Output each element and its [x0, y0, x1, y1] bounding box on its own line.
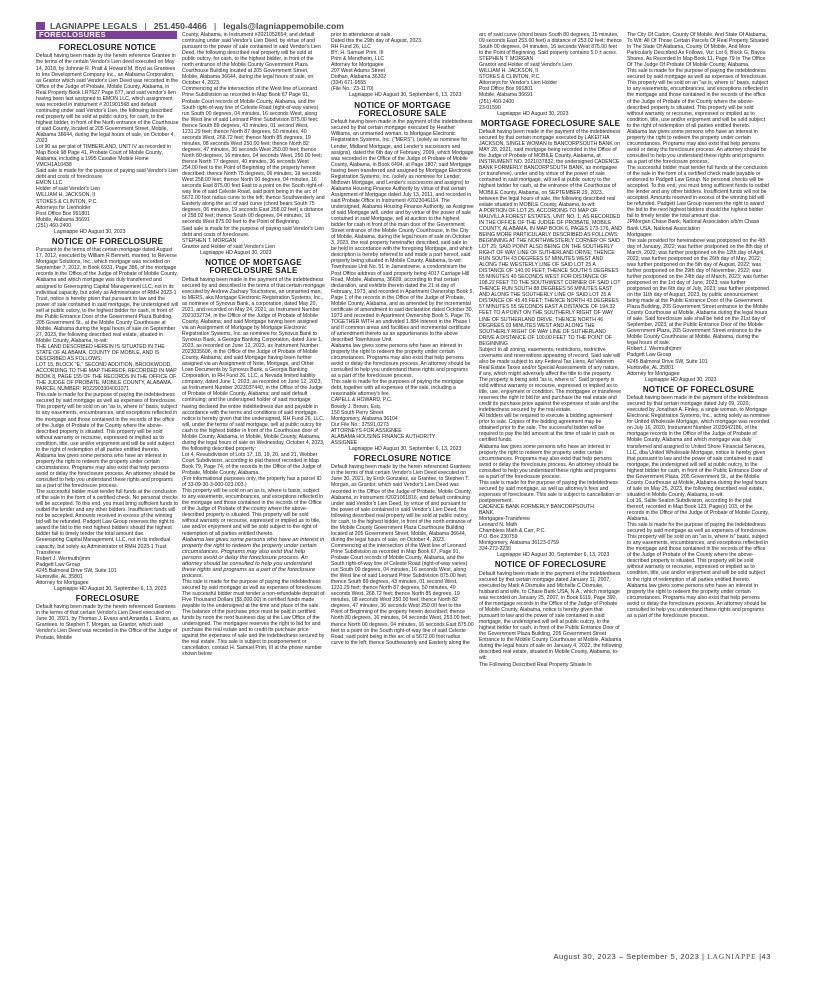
- signature-line: Prim & Mendheim, LLC: [331, 56, 385, 63]
- signature-line: ASSIGNEE: [331, 439, 358, 446]
- notice-paragraph: The successful bidder must tender full funds at the conclusion of the sale in the form of a certified check. No personal checks will be accepted. To this end, you must bring sufficient funds to outbid the lender and any other bidders. Insufficient funds will not be accepted. Amounts received in excess of the winning bid will be refunded. Padgett Law Group reserves the right to award the bid to the next highest bidders should the highest bidder fail to timely tender the total amount due.: [36, 489, 179, 538]
- publication-dates: Lagniappe HD August 30, 2023: [497, 110, 569, 117]
- publication-name: LAGNIAPPE LEGALS: [50, 21, 138, 31]
- notice-heading: MORTGAGE FORECLOSURE SALE: [480, 118, 621, 128]
- notice-paragraph: arc of said curve (chord bears South 80 degrees, 15 minutes, 09 seconds East 253.00 feet) a distance of 253.02 feet; thence South 00 degrees, 04 minutes, 16 seconds West 875.00 feet to the Point of Beginning. Said property contains 5.0 ± acres.: [479, 32, 622, 57]
- notice-heading: FORECLOSURE NOTICE: [353, 453, 452, 463]
- publication-dates: Lagniappe HD August 30, September 6, 13, 2023: [349, 92, 462, 99]
- signature-line: Robert J. Wermuth/jmm: [627, 346, 682, 353]
- notice-paragraph: Default having been made by the herein referenced Grantees in the terms of that certain Vendor's Lien Deed executed on June 30, 2021, by Erick Gonzalez, as Grantee, to Stephen T. Morgan, as Grantor, which said Vendor's Lien Deed was recorded in the Office of the Judge of Probate, Mobile County, Alabama, in Instrument #2021061816; and default continuing under said Vendor's Lien Deed, by virtue of and pursuant to the power of sale contained in said Vendor's Lien Deed, the following described real property will be sold at public outcry, for cash, to the highest bidder, in front of the north entrance of the Mobile County Government Plaza Courthouse Building located at 205 Government Street, Mobile, Alabama 36644, during the legal hours of sale, on October 4, 2023.: [331, 464, 472, 543]
- signature-line: Mobile, Alabama 36691: [479, 92, 533, 99]
- notice-paragraph: Commencing at the intersection of the West line of Leonard Prine Subdivision as recorded in Map Book 67, Page 91, Probate Court records of Mobile County, Alabama, and the South right-of-way line of Celeste Road (right-of-way varies) run South 00 degrees, 04 minutes, 16 seconds West, along the West line of said Leonard Prine Subdivision 875.00 feet; thence South 89 degrees, 43 minutes, 01 second West, 1231.29 feet; thence North 87 degrees, 50 minutes, 40 seconds West, 268.72 feet; thence North 85 degrees, 19 minutes, 08 seconds West 250.00 feet; thence North 82 degrees, 47 minutes, 36 seconds West 250.00 feet to the Point of Beginning of the property herein described; thence North 80 degrees, 16 minutes, 04 seconds West, 253.00 feet; thence North 00 degrees, 04 minutes, 16 seconds East 875.00 feet to a point on the South right-of-way line of said Celeste Road, said point being in the arc of a 5672.00 foot radius curve to the left; thence Southeasterly and Easterly along the: [331, 542, 474, 646]
- notice-paragraph: Default having been made in the payment of the indebtedness secured by that certain mortgage dated January 11, 2007, executed by Mark A Dismuke and Michelle C Dismuke, husband and wife, to Chase Bank USA, N.A., which mortgage was recorded on January 25, 2007, in Book 6119, Page 390, of the mortgage records in the Office of the Judge of Probate of Mobile County, Alabama, notice is hereby given that pursuant to law and the power of sale contained in said mortgage, the undersigned will sell at public outcry, to the highest bidder for cash, in front of the Public Entrance Door of the Government Plaza Building, 205 Government Street Entrance to the Mobile County Courthouse at Mobile, Alabama during the legal hours of sale on January 4, 2022, the following described real estate, situated in Mobile County, Alabama, to-wit:: [479, 570, 622, 662]
- notice-paragraph: Pursuant to the terms of that certain mortgage dated August 17, 2012, executed by William R Bennett, married, to Reverse Mortgage Solutions, Inc., which mortgage was recorded on September 7, 2012, in Book 6931, Page 386, of the mortgage records in the Office of the Judge of Probate of Mobile County, Alabama and which mortgage was duly transferred and assigned to Greenspring Capital Management LLC, not in its individual capacity, but solely as Administrator of RMH 2023-1 Trust, notice is hereby given that pursuant to law and the power of sale contained in said mortgage, the undersigned will sell at public outcry, to the highest bidder for cash, in front of the Public Entrance Door of the Government Plaza Building, 205 Government St., at the Mobile County Courthouse at Mobile, Alabama during the legal hours of sale on September 27, 2023, the following described real estate, situated in Mobile County, Alabama, to-wit:: [36, 247, 179, 344]
- signature-line: Robert J. Wermuth/jmm: [36, 555, 91, 562]
- notice-paragraph: LOT 15, BLOCK "E," SECOND ADDITION, BROOKWOOD, ACCORDING TO THE MAP THEREOF, RECORDED IN MAP BOOK 8, PAGE 155 OF THE RECORDS IN THE OFFICE OF THE JUDGE OF PROBATE, MOBILE COUNTY, ALABAMA. PARCEL NUMBER: R022903304001071: [36, 362, 177, 393]
- column-3: [331, 32, 474, 948]
- signature-line: (251) 460-2400: [36, 222, 72, 229]
- notice-paragraph: This sale is made for the purposes of paying the mortgage debt, together with all expenses of the sale, including a reasonable attorney's fee.: [331, 379, 464, 398]
- notice-paragraph: County, Alabama, in Instrument #2021052654; and default continuing under said Vendor's Lien Deed, by virtue of and pursuant to the power of sale contained in said Vendor's Lien Deed, the following described real property will be sold at public outcry, for cash, to the highest bidder, in front of the north entrance of the Mobile County Government Plaza Courthouse Building located at 205 Government Street, Mobile, Alabama 36644, during the legal hours of sale, on October 4, 2023.: [182, 32, 321, 87]
- signature-line: Chambless Math & Carr, P.C.: [479, 528, 546, 535]
- signature-line: STOKES & CLINTON, P.C.: [479, 74, 541, 81]
- notice-paragraph: The sale provided for hereinabove was postponed on the 4th day of January, 2022; was further postponed on the 8th day of March, 2022; was further postponed on the 12th day of April, 2022; was further postponed on the 26th day of May, 2022; was further postponed on the 5th day of August, 2022; was further postponed on the 29th day of November, 2022; was further postponed on the 24th day of March, 2023; was further postponed on the 1st day of June, 2023; was further postponed on the 6th day of July, 2023; was further postponed on the 11th day of August, 2023, by public announcement being made at the Public Entrance Door of the Government Plaza Building, 205 Government Street entrance to the Mobile County Courthouse at Mobile, Alabama during the legal hours of sale. Said foreclosure sale shall be held on the 21st day of September, 2023, at the Public Entrance Door of the Mobile Government Plaza, 205 Government Street entrance to the Mobile County Courthouse at Mobile, Alabama, during the legal hours of sale.: [627, 237, 769, 347]
- publication-dates: Lagniappe HD August 30, September 6, 13, 2023: [497, 552, 610, 559]
- page-footer: [553, 952, 771, 961]
- signature-line: Mortgagee-Transferee: [479, 516, 530, 523]
- column-5: [627, 32, 770, 948]
- signature-line: Leonard N. Math: [479, 522, 518, 529]
- notice-paragraph: Lot 90 as per plat of TIMBERLAND, UNIT IV as recorded in Map Book 98 Page 41, Probate Court of Mobile County, Alabama, including a 1995 Cavalier Mobile Home VMCH1A10438: [36, 144, 171, 169]
- signature-line: RH Fund 26, LLC: [331, 44, 372, 51]
- notice-paragraph: All bidders will be required to execute a bidding agreement prior to sale. Copies of the bidding agreement may be obtained prior to the sale. The successful bidder will be required to pay the bid amount at the time of sale in cash or certified funds.: [479, 413, 615, 444]
- signature-line: CADENCE BANK FORMERLY BANCORPSOUTH: [479, 503, 594, 510]
- notice-paragraph: Lot 16, Sallie Seaton Subdivision, according to the plat thereof, recorded in Map Book 123, Page(s) 103, of the records in the Office of the Judge of Probate of Mobile County, Alabama.: [627, 497, 769, 523]
- notice-paragraph: Lot 4, Resubdivision of Lots 17, 18, 19, 20, and 21, Webber Court Subdivision, according to plat thereof recorded in Map Book 79, Page 74, of the records in the Office of the Judge of Probate, Mobile County, Alabama.: [182, 451, 322, 477]
- notice-paragraph: Default having been made by the herein referenced Grantees in the terms of that certain Vendor's Lien Deed executed on June 30, 2021, by Thomas J. Evans and Amanda L. Evans, as Grantees, to Stephen T. Morgan, as Grantor, which said Vendor's Lien Deed was recorded in the Office of the Judge of Probate, Mobile: [36, 604, 178, 641]
- publication-dates: Lagniappe HD August 30, September 6, 13, 2023: [349, 445, 462, 452]
- notice-paragraph: This sale is made for the purpose of paying the indebtedness secured by said mortgage, as well as attorney's fees and expenses of foreclosure. This sale is subject to cancellation or postponement.: [479, 479, 621, 504]
- signature-line: BANK,: [479, 510, 495, 517]
- notice-heading: NOTICE OF MORTGAGE FORECLOSURE SALE: [354, 100, 451, 118]
- notice-heading: NOTICE OF FORECLOSURE: [51, 236, 164, 246]
- separator: |: [213, 21, 217, 31]
- notice-paragraph: Default having been made in the payment of the indebtedness secured by that certain mortgage executed by Heather Williams, an unmarried woman, to Mortgage Electronic Registration Systems, Inc. ("MERS"), (solely as nominee for Lender, Midland Mortgage, and Lender's successors and assigns), dated the 6th day of February, 2009, which Mortgage was recorded in the Office of the Judge of Probate of Mobile County, Alabama, in Book 6494, at Page 1807; said Mortgage having been transferred and assigned by Mortgage Electronic Registration Systems, Inc. (solely as nominee for Lender, Midtown Mortgage, and Lender's successors and assigns) to Alabama Housing Finance Authority by virtue of that certain Assignment of Mortgage dated July 13, 2011, and recorded in said Probate Office in Instrument #2023046114. The undersigned, Alabama Housing Finance Authority, as Assignee of said Mortgage will, under and by virtue of the power of sale contained in said Mortgage, sell at auction to the highest bidder for cash in front of the main door of the Government Street entrance of the Mobile County Courthouse, in the City of Mobile, Alabama, during the legal hours of sale on October 3, 2023, the real property hereinafter described, said sale to be held in accordance with the foregoing Mortgage, and which description is hereby referred to and made a part hereof, said property being situated in Mobile County, Alabama, to-wit:: [331, 119, 474, 265]
- signature-line: Padgett Law Group: [36, 561, 81, 568]
- signature-line: Post Office Box 991801: [36, 210, 90, 217]
- signature-line: CAPELL & HOWARD, P.C.: [331, 397, 393, 404]
- page-number: |43: [759, 952, 771, 961]
- signature-line: STEPHEN T. MORGAN: [479, 56, 534, 63]
- notice-heading: FORECLOSURE NOTICE: [58, 43, 157, 52]
- notice-paragraph: Commencing at the intersection of the West line of Leonard Prine Subdivision as recorded in Map Book 67 Page 91, Probate Court records of Mobile County, Alabama, and the South right-of-way line of Celeste Road (right-of-way varies) run South 00 degrees, 04 minutes, 16 seconds West, along the West line of said Leonard Prine Subdivision 875.00 feet; thence South 89 degrees, 43 minutes, 01 second West, 1231.29 feet; thence North 87 degrees, 50 minutes, 40 seconds West, 268.72 feet; thence North 85 degrees, 19 minutes, 08 seconds West 250.00 feet; thence North 82 degrees, 47 minutes, 36 seconds West 250.00 feet; thence North 80 degrees, 16 minutes, 04 seconds West, 250.00 feet; thence North 77 degrees, 40 minutes, 36 seconds West 254.00 feet to the Point of Beginning of the property herein described; thence North 75 degrees, 06 minutes, 19 seconds West 258.00 feet; thence North 00 degrees, 04 minutes, 16 seconds East 875.00 feet East to a point on the South right-of-way line of said Celeste Road, said point being in the arc of 5672.00 foot radius curve to the left; thence Southwesterly and Easterly along the arc of said curve (chord bears South 75 degrees, 06 minutes, 19 seconds East 258.02 feet) a distance of 258.02 feet; thence South 00 degrees, 04 minutes, 16 seconds West 875.00 feet to the Point of Beginning.: [182, 86, 325, 226]
- section-title: FORECLOSURES: [36, 31, 177, 39]
- signature-line: Holder of said Vendor's Lien: [36, 186, 101, 193]
- notice-paragraph: A PORTION OF LOT 25, ACCORDING TO MAP OF MAUVILLA FOREST ESTATES, UNIT NO. 1, AS RECORDED IN THE OFFICE OF THE JUDGE OF PROBATE, MOBILE COUNTY, ALABAMA, IN MAP BOOK 6, PAGES 173-176, AND BEING MORE PARTICULARLY DESCRIBED AS FOLLOWS: BEGINNING AT THE NORTHWESTERLY CORNER OF SAID LOT 25; SAID POINT ALSO BEING ON THE SOUTHERLY RIGHT OF WAY LINE OF SUTHERLAND DRIVE; THENCE RUN SOUTH 43 DEGREES 57 MINUTES WEST AND ALONG THE WESTERLY LINE OF SAID LOT 25 A DISTANCE OF 140.00 FEET; THENCE SOUTH 5 DEGREES 55 MINUTES 40 SECONDS WEST FOR DISTANCE OF 108.22 FEET TO THE SOUTHWEST CORNER OF SAID LOT THENCE RUN SOUTH 88 DEGREES 56 MINUTES EAST AND ALONG THE SOUTHERLY LINE OF SAID LOT 25 A DISTANCE OF 45.45 FEET; THENCE NORTH 43 DEGREES 57 MINUTES 55 SECONDS EAST A DISTANCE OF 194.32 FEET TO A POINT ON THE SOUTHERLY RIGHT OF WAY LINE OF SUTHERLAND DRIVE; THENCE NORTH 46 DEGREES 03 MINUTES WEST AND ALONG THE SOUTHERLY RIGHT OF WAY LINE OF SUTHERLAND DRIVE A DISTANCE OF 100.00 FEET TO THE POINT OF BEGINNING: [479, 207, 622, 347]
- notice-paragraph: Alabama law gives some persons who have an interest in property the right to redeem the property under certain circumstances. Programs may also exist that help persons avoid or delay the foreclosure process. An attorney should be consulted to help you understand these rights and programs as a part of the foreclosure process.: [627, 582, 767, 619]
- notice-paragraph: Subject to all zoning, easements, restrictions, restrictive covenants and reservations appearing of record. Said sale will also be made subject to any Federal Tax Liens, Ad Valorem Real Estate Taxes and/or Special Assessments of any nature, if any, which might adversely affect the title to the property. The property is being sold "as is, where is". Said property is sold without warranty or recourse, expressed or implied as to title, use, enjoyment or condition. The mortgagee or transferee reserves the right to bid for and purchase the real estate and credit its purchase price against the expenses of sale and the indebtedness secured by the real estate.: [479, 346, 621, 414]
- column-4: [479, 32, 622, 948]
- brand-square-icon: [36, 22, 45, 30]
- notice-paragraph: The City Of Cadon, County Of Mobile, And State Of Alabama, To Wit: All Of Those Certain Parcels Of Real Property Situated In The State Of Alabama, County Of Mobile, And More Particularly Described As Follows, Viz: Lot 6, Block G, Bayou Shores, As Recorded In Map Book 11, Page 79 In The Office Of The Judge Of Probate Of Mobile County, Alabama.: [627, 32, 769, 69]
- column-1: [36, 41, 179, 948]
- signature-line: JPMorgan Chase Bank, National Association s/b/m Chase Bank USA, National Association: [627, 219, 760, 232]
- signature-line: BY: H. Samuel Prim, III: [331, 50, 384, 57]
- signature-line: Mobile, Alabama 36691: [36, 216, 90, 223]
- signature-line: Our File No.: 37591.0273: [331, 421, 389, 428]
- notice-paragraph: This property will be sold on an as is, where is basis, subject to any easements, encumbrances, and exceptions reflected in the mortgage and those contained in the records of the Office of the Judge of Probate of the county where the above-described property is situated. This property will be sold without warranty or recourse, expressed or implied as to title, use and/or enjoyment and will be sold subject to the right of redemption of all parties entitled thereto.: [182, 488, 324, 537]
- publication-dates: Lagniappe HD August 30, September 6, 13, 2023: [54, 585, 167, 592]
- separator: |: [701, 952, 705, 961]
- notice-paragraph: Default having been made in the payment of the indebtedness secured by that certain mortgage executed by LAKEITHA JACKSON, SINGLE WOMAN to BANCORPSOUTH BANK on MAY 28, 2021, said mortgage being recorded in the Office of the Judge of Probate of MOBILE County, Alabama, at INSTRUMENT NO. 2021037832, the undersigned CADENCE BANK FORMERLY BANCORPSOUTH BANK, as mortgagee (or transferee), under and by virtue of the power of sale contained in said mortgage, will sell at public outcry to the highest bidder for cash, at the entrance of the Courthouse of MOBILE County, Alabama, on SEPTEMBER 29, 2023, between the legal hours of sale, the following described real estate situated in MOBILE County, Alabama, to-wit:: [479, 129, 621, 208]
- signature-line: Montgomery, Alabama 36104: [331, 415, 398, 422]
- signature-line: 150 South Perry Street: [331, 409, 384, 416]
- notice-paragraph: The successful bidder must tender full funds at the conclusion of the sale in the form of a certified check made payable or endorsed to Padgett Law Group. No personal checks will be accepted. To this end, you must bring sufficient funds to outbid the lender and any other bidders. Insufficient funds will not be accepted. Amounts received in excess of the winning bid will be refunded. Padgett Law Group reserves the right to award the bid to the next highest bidders should the highest bidder fail to timely tender the total amount due.: [627, 165, 769, 220]
- signature-line: WILLIAM H. JACKSON, II: [479, 68, 539, 75]
- signature-line: WILLIAM H. JACKSON, II: [36, 192, 96, 199]
- notice-paragraph: Said sale is made for the purpose of paying said Vendor's Lien debt and costs of foreclosure.: [36, 168, 179, 181]
- signature-line: Montgomery, Alabama 36123-0759: [479, 540, 559, 547]
- notice-paragraph: Alabama law gives some persons who have an interest in property the right to redeem the property under certain circumstances. Programs may also exist that help persons avoid or delay the foreclosure process. An attorney should be consulted to help you understand these rights and programs as a part of the foreclosure process.: [36, 452, 176, 490]
- phone-number: 251.450-4466: [153, 21, 207, 31]
- signature-line: Post Office Box 991801: [479, 86, 533, 93]
- notice-italic-paragraph: Alabama law gives some persons who have an interest in property the right to redeem the property under certain circumstances. Programs may also exist that help persons avoid or delay the foreclosure process. An attorney should be consulted to help you understand these rights and programs as a part of the foreclosure process.: [182, 536, 325, 579]
- signature-line: Attorney for Mortgagee: [627, 370, 680, 377]
- signature-line: prior to attendance at sale.: [331, 32, 392, 38]
- issue-dates: August 30, 2023 – September 5, 2023: [553, 952, 700, 961]
- signature-line: 23-01590: [479, 104, 501, 111]
- notice-paragraph: The Following Described Real Property Situate In: [479, 661, 592, 668]
- notice-paragraph: This sale is made for the purpose of paying the indebtedness secured by said mortgage as well as expenses of foreclosure. This property will be sold on an "as is, where is" basis, subject to any easements, encumbrances, and exceptions reflected in the mortgage and those contained in the records of the office of the Judge of Probate of the County where the above-described property is situated. This property will be sold without warranty or recourse, expressed or implied as to condition, title, use and/or enjoyment and will be sold subject to the right of redemption of all parties entitled thereto.: [627, 522, 769, 583]
- footer-brand: LAGNIAPPE: [707, 952, 757, 961]
- signature-line: (334) 671-9555: [331, 80, 367, 87]
- signature-line: Grantor and Holder of said Vendor's Lien: [182, 243, 275, 250]
- notice-paragraph: Alabama law gives some persons who have an interest in property the right to redeem the property under certain circumstances. Programs may also exist that help persons avoid or delay the foreclosure process. An attorney should be consulted to help you understand these rights and programs as a part of the foreclosure process.: [331, 343, 471, 380]
- signature-line: Dothan, Alabama 36302: [331, 74, 387, 81]
- notice-heading: NOTICE OF MORTGAGE FORECLOSURE SALE: [205, 257, 302, 276]
- separator: |: [144, 21, 147, 31]
- signature-line: STEPHEN T. MORGAN: [182, 237, 237, 244]
- signature-line: 4245 Balmoral Drive SW, Suite 101: [36, 567, 117, 574]
- signature-line: Huntsville, AL 35801: [36, 573, 83, 580]
- notice-paragraph: Default having been made by the herein reference Grantee in the terms of the certain Vendor's Lien deed executed on May 14, 2018, by Johnnie R. Pratt & Howard M. Bryd as Grantees to Ims Development Company Inc., an Alabama Corporation, as Grantor which said Vendor's Lien Deed was recorded in the Office of the Judge of Probate, Mobile County, Alabama, in Real Property Book LR7627 Page 677, and said vendor's lien having been last assigned to EMON LLC, which assignment was recorded in instrument # 201901568 and default continuing under said Vendor's Lien, the following described real property will be sold at public outcry, for cash, to the highest bidder, in front of the North entrance of the Courthouse of said County, located at 205 Government Street, Mobile, Alabama 36644, during the legal hours of sale, on October 4, 2023: [36, 53, 179, 145]
- signature-line: Padgett Law Group: [627, 352, 672, 359]
- signature-line: STOKES & CLINTON, P.C.: [36, 198, 98, 205]
- signature-line: Grantor and Holder of said Vendor's Lien: [479, 62, 572, 69]
- signature-line: 207 West Adams Street: [331, 68, 385, 75]
- signature-line: Attorney for Mortgagee: [36, 579, 89, 586]
- notice-paragraph: Alabama law gives some persons who have an interest in property the right to redeem the property under certain circumstances. Programs may also exist that help persons avoid or delay the foreclosure process. An attorney should be consulted to help you understand these rights and programs as a part of the foreclosure process.: [627, 128, 767, 165]
- signature-line: (251) 460-2400: [479, 98, 515, 105]
- publication-dates: Lagniappe HD August 30, 2023: [54, 228, 126, 235]
- column-2: [182, 32, 325, 948]
- signature-line: EMON LLC: [36, 180, 63, 187]
- notice-heading: NOTICE OF FORECLOSURE: [494, 560, 607, 570]
- signature-line: Huntsville, AL 35801: [627, 364, 674, 371]
- signature-line: Greenspring Capital Management, LLC, not in its individual capacity, but solely as Administrator of RMH 2023-1 Trust: [36, 537, 171, 550]
- signature-line: Attorney for Mortgagee: [331, 62, 384, 69]
- signature-line: Attorneys for Lienholder: [36, 204, 91, 211]
- signature-line: ALABAMA HOUSING FINANCE AUTHORITY: [331, 433, 436, 440]
- signature-line: (File No.: 23-1170): [331, 86, 374, 93]
- notice-heading: FORECLOSURE: [75, 593, 140, 603]
- notice-paragraph: Alabama law gives some persons who have an interest in property the right to redeem the property under certain circumstances. Programs may also exist that help persons avoid or delay the foreclosure process. An attorney should be consulted to help you understand these rights and programs as a part of the foreclosure process.: [479, 443, 619, 480]
- notice-paragraph: This sale is made for the purpose of paying the indebtedness secured by said mortgage as well as expenses of foreclosure. This property will be sold on an "as is, where is" basis, subject to any easements, encumbrances, and exceptions reflected in the mortgage and those contained in the records of the office of the Judge of Probate of the County where the above-described property is situated. This property will be sold without warranty or recourse, expressed or implied as to condition, title, use and/or enjoyment and will be sold subject to the right of redemption of all parties entitled thereto.: [36, 392, 178, 453]
- notice-heading: NOTICE OF FORECLOSURE: [642, 384, 755, 394]
- notice-paragraph: Default having been made in the payment of the indebtedness secured by and described in the terms of that certain mortgage executed by Andrew Zachary Touchstone, an unmarried man, to MERS, aka Mortgage Electronic Registration Systems, Inc., as nominee of Synovus Bank, a corporation, dated May 20, 2021, and recorded on May 24, 2021, as Instrument Number 2021032734, in the Office of the Judge of Probate of Mobile County, Alabama; and said Mortgage having been assigned via an Assignment of Mortgage by Mortgage Electronic Registration Systems, Inc. as nominee for Synovus Bank to Synovus Bank, a Georgia Banking Corporation, dated June 1, 2023, as recorded on June 12, 2023, as Instrument Number 2023035606, in the Office of the Judge of Probate of Mobile County, Alabama; and said Mortgage having been further assigned via an Assignment of Note, Mortgage, and Other Loan Documents by Synovus Bank, a Georgia Banking Corporation, to RH Fund 26, LLC, a Nevada limited liability company, dated June 1, 2023, as recorded on June 12, 2023, as Instrument Number 2023037440, in the Office of the Judge of Probate of Mobile County, Alabama; and said default continuing; and the undersigned holder of said mortgage having declared the entire indebtedness due and payable in accordance with the terms and conditions of said mortgage, notice is hereby given that the undersigned, RH Fund 26, LLC, will, under the terms of said mortgage, sell at public outcry for cash to the highest bidder in front of the Courthouse door of Mobile County, Alabama, in Mobile, Mobile County, Alabama, during the legal hours of sale on Wednesday, October 4, 2023, the following described property:: [182, 276, 325, 452]
- signature-line: ATTORNEYS FOR ASSIGNEE: [331, 427, 402, 434]
- signature-line: Bowdy J. Brown, Esq.: [331, 403, 381, 410]
- notice-paragraph: This sale is made for the purpose of paying the indebtedness secured by said mortgage as well as expenses of foreclosure. The successful bidder must tender a non-refundable deposit of Five Thousand Dollars ($5,000.00) in certified funds made payable to the undersigned at the time and place of the sale. The balance of the purchase price must be paid in certified funds by noon the next business day at the Law Office of the undersigned. The mortgagee reserves the right to bid for and purchase the real estate and to credit its purchase price against the expenses of sale and the indebtedness secured by the real estate. This sale is subject to postponement or cancellation; contact H. Samuel Prim, III at the phone number shown below: [182, 578, 325, 658]
- notice-paragraph: Townhouse Unit No. 51 in Jamestowne, a condominium the Post Office address of said property being 4017 Carriage Hill Road, Mobile, Alabama, 36609, according to that certain declaration, and exhibits thereto dated the 21 st day of February, 1973, and recorded in Apartment Ownership Book 5, Page 1 of the records in the Office of the Judge of Probate, Mobile County, Alabama, and as amended by the incremental certificate of amendment to said declaration dated October 30, 1973 and recorded in Apartment Ownership Book 5, Page 76. TOGETHER WITH an undivided 1.884 interest in the Phase I and II common areas and facilities and incremental certificate of amendment thereto as an appurtenance to the above described Townhouse Unit.: [331, 264, 474, 344]
- email-address[interactable]: legals@lagniappemobile.com: [223, 21, 344, 31]
- publication-dates: Lagniappe HD August 30, 2023: [645, 376, 717, 383]
- signature-line: Mortgagee: [627, 231, 652, 238]
- signature-line: Dated this the 29th day of August, 2023.: [331, 38, 423, 45]
- signature-line: Transferee: [36, 549, 61, 556]
- notice-paragraph: Said sale is made for the purpose of paying said Vendor's Lien debt and costs of foreclosure.: [182, 225, 325, 238]
- publication-dates: Lagniappe HD August 30, 2023: [200, 249, 272, 256]
- notice-paragraph: THE LAND DESCRIBED HEREIN IS SITUATED IN THE STATE OF ALABAMA, COUNTY OF MOBILE, AND IS DESCRIBED AS FOLLOWS:: [36, 343, 165, 363]
- notice-paragraph: Default having been made in the payment of the indebtedness secured by that certain mortgage dated July 09, 2020, executed by Jonathan A. Finley, a single woman, to Mortgage Electronic Registration Systems, Inc., acting solely as nominee for United Wholesale Mortgage, which mortgage was recorded on July 16, 2020, Instrument Number 2020042186, of the mortgage records in the Office of the Judge of Probate of Mobile County, Alabama and which mortgage was duly transferred and assigned to United Shore Financial Services, LLC, dba United Wholesale Mortgage, notice is hereby given that pursuant to law and the power of sale contained in said mortgage, the undersigned will sell at public outcry, to the highest bidder for cash, in front of the Public Entrance Door of the Government Plaza, 205 Government St., at the Mobile County Courthouse at Mobile, Alabama during the legal hours of sale on May 25, 2023, the following described real estate, situated in Mobile County, Alabama, to-wit:: [627, 395, 770, 498]
- signature-line: Attorneys for Vendor's Lien Holder: [479, 80, 558, 87]
- notice-paragraph: (For informational purposes only, the property has a parcel ID of 33-09-30-3-000-023.003.): [182, 476, 322, 489]
- notice-paragraph: This sale is made for the purpose of paying the indebtedness secured by said mortgage as well as expenses of foreclosure. This property will be sold on an "as is, where is" basis, subject to any easements, encumbrances, and exceptions reflected in the mortgage and those contained in the records of the office of the Judge of Probate of the County where the above-described property is situated. This property will be sold without warranty or recourse, expressed or implied as to condition, title, use and/or enjoyment and will be sold subject to the right of redemption of all parties entitled thereto.: [627, 68, 769, 129]
- signature-line: P.O. Box 230759: [479, 534, 518, 541]
- signature-line: 4245 Balmoral Drive SW, Suite 101: [627, 358, 708, 365]
- signature-line: 334-272-2230: [479, 546, 512, 553]
